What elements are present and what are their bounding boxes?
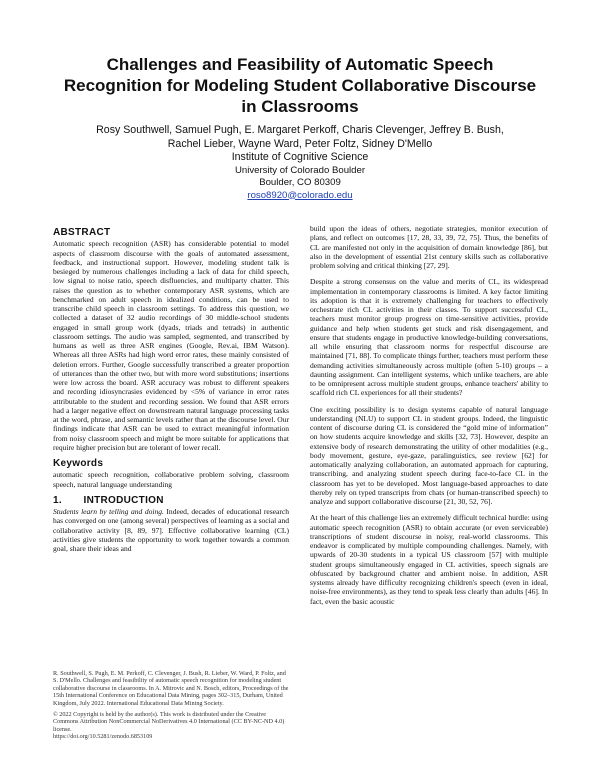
title-line: Challenges and Feasibility of Automatic Speech — [106, 55, 494, 74]
paper-title — [40, 54, 560, 117]
authors-line: Rachel Lieber, Wayne Ward, Peter Foltz, Sidney D'Mello — [167, 137, 433, 150]
paragraph: Despite a strong consensus on the value and merits of CL, its widespread implementation in contemporary classrooms is limited. A key factor limiting its adoption is that it is extremely challenging for teachers to effectively orchestrate rich CL activities in their classes. To support successful CL, teachers must monitor group progress on time-sensitive activities, provide guidance and help when students get stuck and risk disengagement, and ensure that students engage in productive knowledge-building conversations, all while ensuring that classroom norms for respectful discourse are maintained [71, 88]. To complicate things further, teachers must perform these demanding activities simultaneously across multiple (often 5-10) groups – a daunting assignment. Can intelligent systems, which unlike teachers, are able to be omnipresent across multiple student groups, enhance teachers' ability to scaffold rich CL experiences for all their students? — [310, 277, 548, 398]
intro-lead: Students learn by telling and doing. — [53, 507, 164, 516]
copyright-note: © 2022 Copyright is held by the author(s). This work is distributed under the Creative Commons Attribution NonCommercial NoDerivatives 4.0 International (CC BY-NC-ND 4.0) license. — [53, 711, 285, 733]
right-column — [310, 224, 548, 606]
footnote-block — [53, 670, 289, 745]
location: Boulder, CO 80309 — [259, 176, 341, 188]
authors-line: Rosy Southwell, Samuel Pugh, E. Margaret Perkoff, Charis Clevenger, Jeffrey B. Bush, — [96, 124, 504, 136]
citation-note: R. Southwell, S. Pugh, E. M. Perkoff, C. Clevenger, J. Bush, R. Lieber, W. Ward, P. Foltz, and S. D'Mello. Challenges and feasibility of automatic speech recognition for modeling student collaborative discourse in classrooms. In A. Mitrovic and N. Bosch, editors, Proceedings of the 15th International Conference on Educational Data Mining, pages 302–315, Durham, United Kingdom, July 2022. International Educational Data Mining Society. — [53, 670, 289, 707]
paragraph: One exciting possibility is to design systems capable of natural language understanding (NLU) to support CL in student groups. Indeed, the linguistic content of discourse during CL is considered the “gold mine of information” on how students acquire knowledge and skills [32, 73]. However, despite an extensive body of research demonstrating the utility of other modalities (e.g., body movement, gesture, eye-gaze, paralinguistics, see review [62] for automatically analyzing collaboration, an automated approach for capturing, transcribing, and analyzing student speech during face-to-face CL in the classroom has yet to be developed. Most language-based approaches to date thereby rely on typed transcripts from chats (or human-transcribed speech) to analyze and support collaborative discourse [21, 30, 52, 76]. — [310, 404, 548, 506]
paragraph: build upon the ideas of others, negotiate strategies, monitor execution of plans, and reflect on outcomes [17, 28, 33, 39, 72, 75]. Thus, the benefits of CL are manifested not only in the acquisition of domain knowledge [86], but also in the development of essential 21st century skills such as collaborative problem solving and critical thinking [27, 29]. — [310, 224, 548, 270]
intro-body: Indeed, decades of educational research has converged on one (among several) perspectives of learning as a social and collaborative activity [8, 89, 97]. Effective collaborative learning (CL) activities give students the opportunity to work together towards a common goal, share their ideas and — [53, 507, 289, 553]
keywords-text: automatic speech recognition, collaborative problem solving, classroom speech, natural language understanding — [53, 470, 289, 489]
doi-link[interactable]: https://doi.org/10.5281/zenodo.6853109 — [53, 733, 153, 741]
author-block — [40, 124, 560, 202]
keywords-heading: Keywords — [53, 458, 104, 469]
title-line: Recognition for Modeling Student Collaborative Discourse — [63, 76, 537, 95]
abstract-heading: ABSTRACT — [53, 227, 111, 238]
university: University of Colorado Boulder — [234, 164, 366, 176]
paragraph: At the heart of this challenge lies an extremely difficult technical hurdle: using automatic speech recognition (ASR) to obtain accurate (or even serviceable) transcriptions of student discourse in noisy, real-world classrooms. This endeavor is complicated by multiple compounding challenges. Namely, with upwards of 20-30 students in a typical US classroom [57] with multiple student groups simultaneously engaged in CL activities, speech signals are obfuscated by background chatter and ambient noise. In addition, ASR systems already have difficulty recognizing children's speech (even in ideal, noise-free environments), as they tend to speak less clearly than adults [46]. In fact, even the basic acoustic — [310, 513, 548, 606]
left-column — [53, 228, 289, 553]
abstract-text: Automatic speech recognition (ASR) has considerable potential to model aspects of classroom discourse with the goals of automated assessment, feedback, and instructional support. However, modeling student talk is besieged by numerous challenges including a lack of data for child speech, low signal to noise ratio, speech disfluencies, and multiparty chatter. This raises the question as to whether contemporary ASR systems, which are benchmarked on adult speech in idealized conditions, can be used to transcribe child speech in classroom settings. To address this question, we collected a dataset of 32 audio recordings of 30 middle-school students engaged in small group work (dyads, triads and tetrads) in authentic classroom settings. The audio was sampled, segmented, and transcribed by humans as well as three ASR engines (Google, Rev.ai, IBM Watson). Whereas all three ASRs had high word error rates, these mainly consisted of deletion errors. Further, Google successfully transcribed a greater proportion of utterances than the other two, but with more word substitutions; insertions were low across the board. ASR accuracy was robust to different speakers and recording idiosyncrasies evidenced by <5% of variance in error rates attributable to the student and recording session. We found that ASR errors had a larger negative effect on downstream natural language processing tasks at the word, phrase, and semantic levels rather than at the discourse level. Our findings indicate that ASR can be used to extract meaningful information from noisy classroom speech and might be more suitable for applications that require higher precision but are tolerant of lower recall. — [53, 239, 289, 452]
introduction-heading: 1. INTRODUCTION — [53, 494, 164, 506]
title-line: in Classrooms — [241, 97, 359, 116]
affiliation: Institute of Cognitive Science — [231, 151, 369, 163]
author-email-link[interactable]: roso8920@colorado.edu — [247, 189, 353, 201]
introduction-text — [53, 507, 289, 553]
